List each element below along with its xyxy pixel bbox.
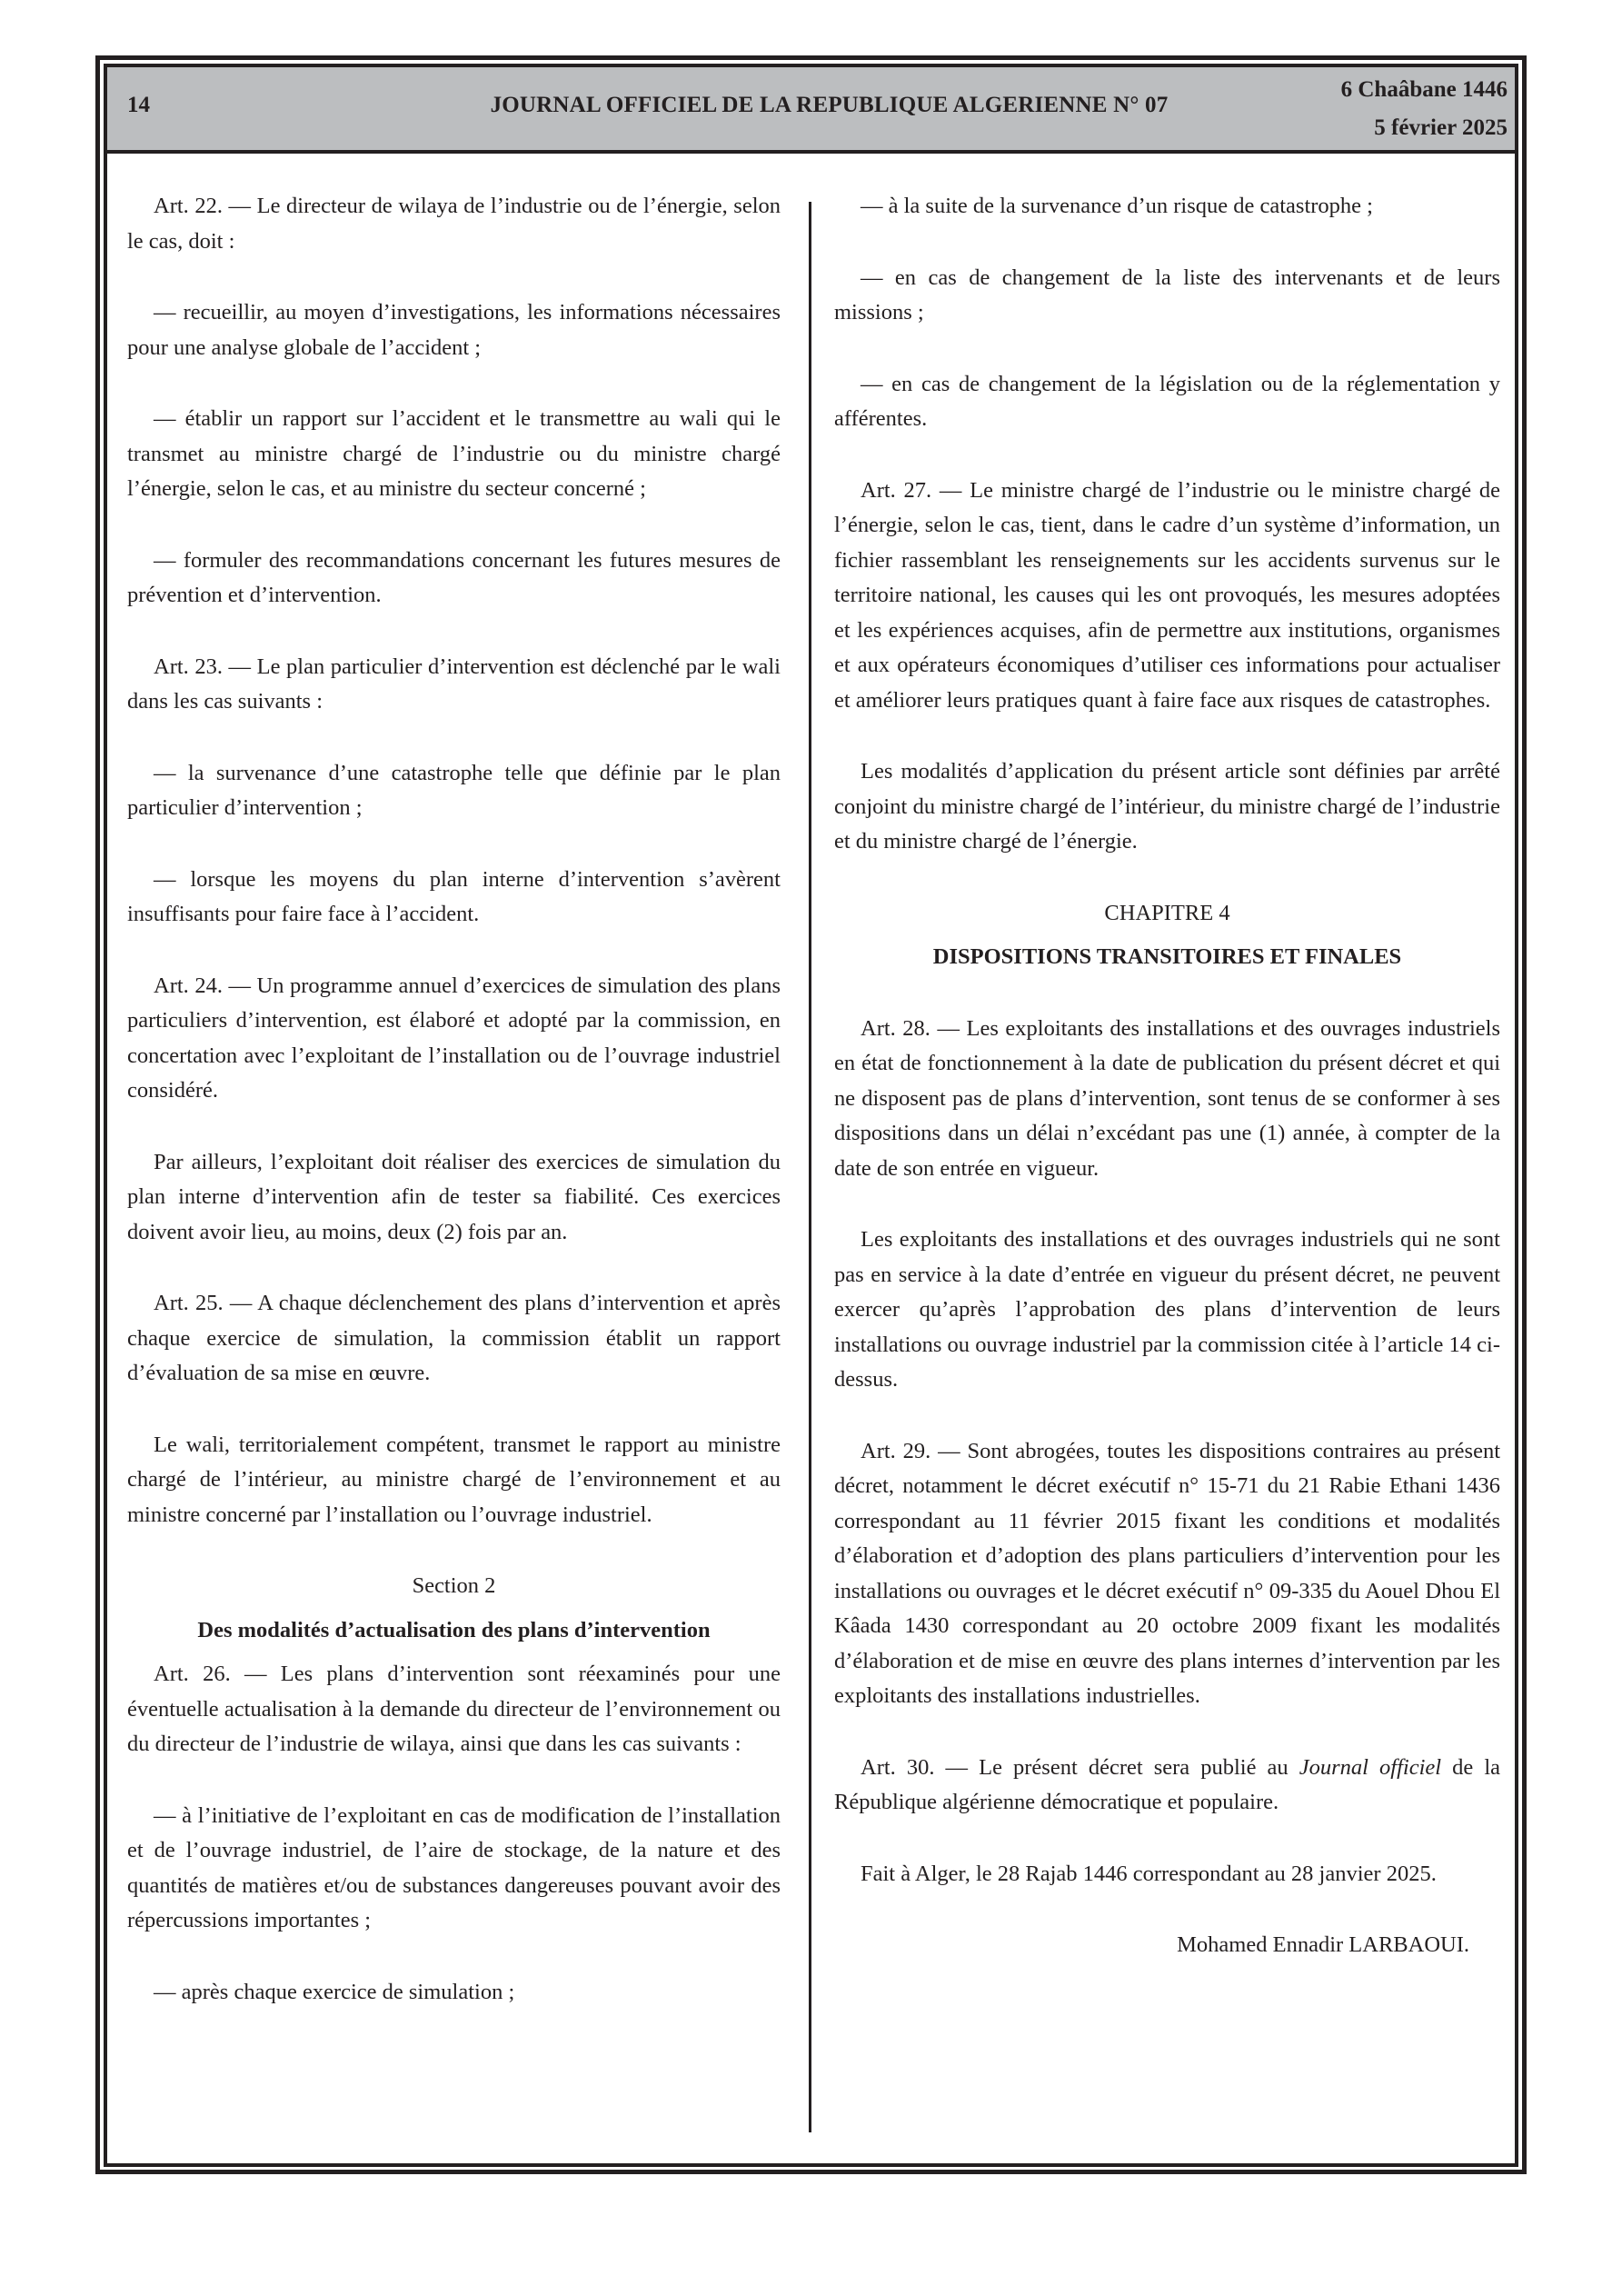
art-27-para-2: Les modalités d’application du présent article sont définies par arrêté conjoint du ministre chargé de l’intérieur, du ministre chargé de l’industrie et du ministre chargé de l’énergie.: [834, 759, 1500, 854]
signature: Mohamed Ennadir LARBAOUI.: [1177, 1932, 1469, 1957]
journal-officiel-italic: Journal officiel: [1299, 1754, 1442, 1780]
art-22: Art. 22. — Le directeur de wilaya de l’industrie ou de l’énergie, selon le cas, doit :: [127, 194, 781, 254]
art-29: Art. 29. — Sont abrogées, toutes les dispositions contraires au présent décret, notamment le décret exécutif n° 15-71 du 21 Rabie Ethani 1436 correspondant au 11 février 2015 fixant les conditions et modalités d’élaboration et d’adoption des plans particuliers d’intervention pour les installations ou ouvrages et le décret exécutif n° 09-335 du Aouel Dhou El Kâada 1430 correspondant au 20 octobre 2009 fixant les modalités d’élaboration et de mise en œuvre des plans internes d’intervention par les exploitants des installations industrielles.: [834, 1438, 1500, 1708]
art-26-item-5: — en cas de changement de la législation ou de la réglementation y afférentes.: [834, 371, 1500, 431]
art-26-item-4: — en cas de changement de la liste des intervenants et de leurs missions ;: [834, 265, 1500, 324]
journal-header: [107, 67, 1515, 154]
section-label: Section 2: [412, 1573, 496, 1598]
art-23: Art. 23. — Le plan particulier d’intervention est déclenché par le wali dans les cas suivants :: [127, 654, 781, 714]
art-30: [834, 1751, 1500, 1821]
art-30-suffix: de la République algérienne démocratique et populaire.: [834, 1754, 1501, 1814]
art-24: Art. 24. — Un programme annuel d’exercices de simulation des plans particuliers d’intervention, est élaboré et adopté par la commission, en concertation avec l’exploitant de l’installation ou de l’ouvrage industriel considéré.: [127, 973, 781, 1103]
art-25: Art. 25. — A chaque déclenchement des plans d’intervention et après chaque exercice de simulation, la commission établit un rapport d’évaluation de sa mise en œuvre.: [127, 1291, 781, 1385]
art-23-item-2: — lorsque les moyens du plan interne d’intervention s’avèrent insuffisants pour faire face à l’accident.: [127, 866, 781, 926]
gregorian-date: 5 février 2025: [1374, 115, 1508, 140]
chapter-label: CHAPITRE 4: [1104, 900, 1230, 925]
art-22-item-2: — établir un rapport sur l’accident et le transmettre au wali qui le transmet au ministre chargé de l’industrie ou du ministre chargé l’énergie, selon le cas, et au ministre du secteur concerné ;: [127, 406, 781, 501]
journal-title: JOURNAL OFFICIEL DE LA REPUBLIQUE ALGERIENNE N° 07: [490, 93, 1169, 117]
hijri-date: 6 Chaâbane 1446: [1340, 77, 1508, 102]
art-28: Art. 28. — Les exploitants des installations et des ouvrages industriels en état de fonctionnement à la date de publication du présent décret et qui ne disposent pas de plans d’intervention, sont tenus de se conformer à ses dispositions dans un délai n’excédant pas une (1) année, à compter de la date de son entrée en vigueur.: [834, 1015, 1500, 1181]
art-22-item-3: — formuler des recommandations concernant les futures mesures de prévention et d’intervention.: [127, 547, 781, 607]
art-27: Art. 27. — Le ministre chargé de l’industrie ou le ministre chargé de l’énergie, selon le cas, tient, dans le cadre d’un système d’information, un fichier rassemblant les renseignements sur les accidents survenus sur le territoire national, les causes qui les ont provoqués, les mesures adoptées et les expériences acquises, afin de permettre aux institutions, organismes et aux opérateurs économiques d’utiliser ces informations pour actualiser et améliorer leurs pratiques quant à faire face aux risques de catastrophes.: [834, 477, 1500, 713]
art-23-item-1: — la survenance d’une catastrophe telle que définie par le plan particulier d’intervention ;: [127, 760, 781, 820]
done-at: Fait à Alger, le 28 Rajab 1446 correspondant au 28 janvier 2025.: [861, 1861, 1437, 1886]
art-24-para-2: Par ailleurs, l’exploitant doit réaliser des exercices de simulation du plan interne d’intervention afin de tester sa fiabilité. Ces exercices doivent avoir lieu, au moins, deux (2) fois par an.: [127, 1149, 781, 1244]
art-26-item-3: — à la suite de la survenance d’un risque de catastrophe ;: [861, 194, 1373, 218]
art-22-item-1: — recueillir, au moyen d’investigations, les informations nécessaires pour une analyse globale de l’accident ;: [127, 300, 781, 360]
right-column: [834, 189, 1500, 2000]
art-30-prefix: Art. 30. — Le présent décret sera publié au: [861, 1754, 1299, 1780]
art-25-para-2: Le wali, territorialement compétent, transmet le rapport au ministre chargé de l’intérieur, au ministre chargé de l’environnement et au ministre concerné par l’installation ou l’ouvrage industriel.: [127, 1432, 781, 1527]
section-title: Des modalités d’actualisation des plans d’intervention: [197, 1617, 711, 1642]
art-26-item-1: — à l’initiative de l’exploitant en cas de modification de l’installation et de l’ouvrage industriel, de l’aire de stockage, de la nature et des quantités de matières et/ou de substances dangereuses pouvant avoir des répercussions importantes ;: [127, 1802, 781, 1932]
art-26-item-2: — après chaque exercice de simulation ;: [154, 1979, 515, 2004]
art-26: Art. 26. — Les plans d’intervention sont réexaminés pour une éventuelle actualisation à la demande du directeur de l’environnement ou du directeur de l’industrie de wilaya, ainsi que dans les cas suivants :: [127, 1662, 781, 1756]
column-divider: [809, 202, 811, 2132]
art-28-para-2: Les exploitants des installations et des ouvrages industriels qui ne sont pas en service à la date d’entrée en vigueur du présent décret, ne peuvent exercer qu’après l’approbation des plans d’intervention de leurs installations ou ouvrage industriel par la commission citée à l’article 14 ci-dessus.: [834, 1227, 1500, 1392]
page-number: 14: [127, 93, 150, 117]
left-column: [127, 189, 781, 2046]
chapter-title: DISPOSITIONS TRANSITOIRES ET FINALES: [932, 944, 1402, 969]
issue-dates: [1341, 71, 1508, 147]
